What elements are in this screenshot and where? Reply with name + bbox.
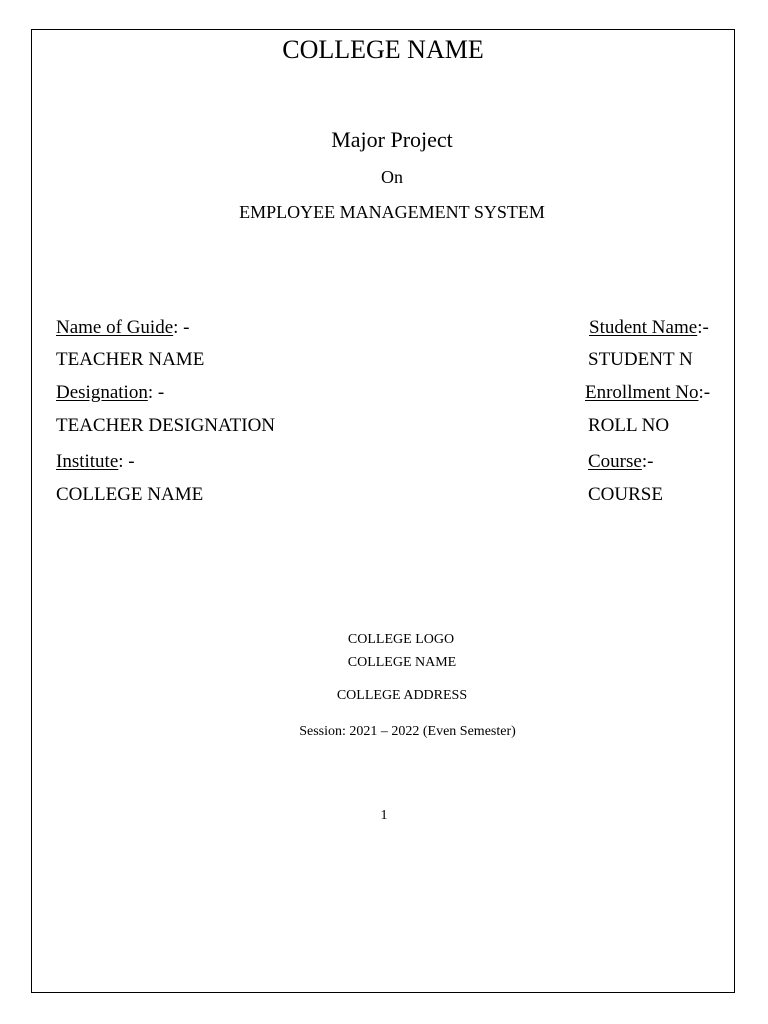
college-address: COLLEGE ADDRESS xyxy=(336,688,468,703)
guide-name-value: TEACHER NAME xyxy=(56,349,205,370)
student-course-separator: :- xyxy=(641,451,654,472)
guide-designation-label: Designation xyxy=(56,382,148,403)
project-type: Major Project xyxy=(331,127,453,152)
guide-institute-value: COLLEGE NAME xyxy=(56,484,204,505)
guide-name-label: Name of Guide xyxy=(56,317,174,338)
college-logo-placeholder: COLLEGE LOGO xyxy=(347,632,455,647)
student-enrollment-row xyxy=(585,383,710,402)
student-enrollment-label: Enrollment No xyxy=(585,382,699,403)
project-title: EMPLOYEE MANAGEMENT SYSTEM xyxy=(239,202,545,222)
student-course-row xyxy=(588,452,653,471)
student-name-value: STUDENT N xyxy=(588,349,693,370)
student-name-row xyxy=(589,318,709,337)
student-enrollment-separator: :- xyxy=(698,382,711,403)
student-enrollment-value: ROLL NO xyxy=(588,415,670,436)
guide-name-row xyxy=(56,318,190,337)
guide-designation-value: TEACHER DESIGNATION xyxy=(56,415,276,436)
guide-name-separator: : - xyxy=(173,317,190,338)
guide-institute-separator: : - xyxy=(118,451,135,472)
guide-designation-separator: : - xyxy=(147,382,165,403)
guide-designation-row xyxy=(56,383,164,402)
page-number: 1 xyxy=(380,808,388,823)
student-course-value: COURSE xyxy=(588,484,663,505)
footer-college-name: COLLEGE NAME xyxy=(347,655,457,670)
on-text: On xyxy=(381,167,403,187)
college-title: COLLEGE NAME xyxy=(282,35,484,64)
student-course-label: Course xyxy=(588,451,642,472)
student-name-label: Student Name xyxy=(589,317,698,338)
student-name-separator: :- xyxy=(697,317,709,338)
guide-institute-label: Institute xyxy=(56,451,119,472)
guide-institute-row xyxy=(56,452,135,471)
session-text: Session: 2021 – 2022 (Even Semester) xyxy=(299,724,516,739)
